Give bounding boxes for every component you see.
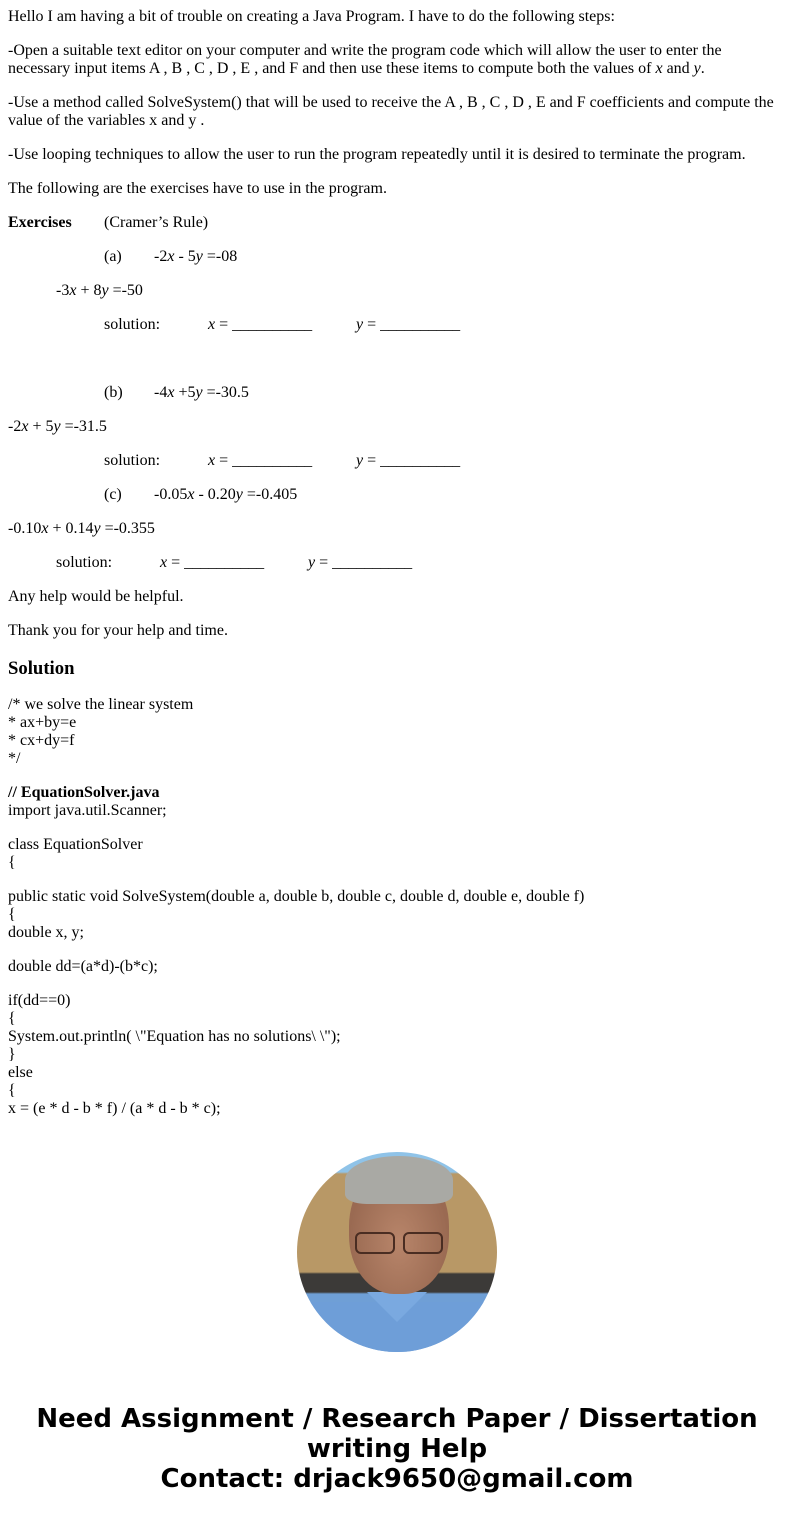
author-photo	[297, 1152, 497, 1352]
exercises-heading	[8, 214, 786, 232]
equation: -0.05x - 0.20y =-0.405	[154, 486, 298, 503]
code-line: x = (e * d - b * f) / (a * d - b * c);	[8, 1100, 221, 1117]
equation: -0.10x + 0.14y =-0.355	[8, 520, 155, 537]
x-label: x =	[160, 554, 181, 571]
step-3: -Use looping techniques to allow the user to run the program repeatedly until it is desired to terminate the program.	[8, 146, 746, 163]
step-1: -Open a suitable text editor on your computer and write the program code which will allow the user to enter the necessary input items A , B , C , D , E , and F and then use these items to compute both the values of x and y.	[8, 42, 722, 77]
code-line: /* we solve the linear system	[8, 696, 194, 713]
equation: -4x +5y =-30.5	[154, 384, 249, 401]
code-line: {	[8, 1082, 16, 1099]
thanks-text: Thank you for your help and time.	[8, 622, 228, 639]
x-label: x =	[208, 316, 229, 333]
exercise-label: (c)	[104, 486, 122, 503]
solution-label: solution:	[104, 316, 161, 333]
code-line: * ax+by=e	[8, 714, 77, 731]
x-blank: __________	[232, 452, 313, 469]
exercises-intro: The following are the exercises have to use in the program.	[8, 180, 387, 197]
exercise-b-eq1	[8, 384, 786, 402]
exercise-a-solution	[8, 316, 786, 334]
code-line: double x, y;	[8, 924, 84, 941]
code-line: else	[8, 1064, 33, 1081]
exercise-b-eq2	[8, 418, 786, 436]
help-text: Any help would be helpful.	[8, 588, 184, 605]
y-blank: __________	[380, 452, 461, 469]
code-line: }	[8, 1046, 16, 1063]
exercise-label: (b)	[104, 384, 123, 401]
code-line: {	[8, 854, 16, 871]
solution-heading: Solution	[8, 658, 75, 679]
equation: -3x + 8y =-50	[56, 282, 143, 299]
contact-line: Contact: drjack9650@gmail.com	[160, 1464, 634, 1494]
exercise-b-solution	[8, 452, 786, 470]
exercise-a-eq1	[8, 248, 786, 266]
code-line: System.out.println( \"Equation has no solutions\ \");	[8, 1028, 341, 1045]
exercises-rule: (Cramer’s Rule)	[104, 214, 209, 231]
question-body	[8, 8, 786, 640]
exercises-label: Exercises	[8, 214, 72, 231]
code-line: // EquationSolver.java	[8, 784, 160, 801]
code-line: * cx+dy=f	[8, 732, 75, 749]
solution-label: solution:	[104, 452, 161, 469]
equation: -2x - 5y =-08	[154, 248, 238, 265]
code-line: double dd=(a*d)-(b*c);	[8, 958, 158, 975]
exercise-a-eq2	[8, 282, 786, 300]
y-label: y =	[356, 316, 377, 333]
y-label: y =	[308, 554, 329, 571]
y-label: y =	[356, 452, 377, 469]
x-blank: __________	[232, 316, 313, 333]
exercise-c-eq2	[8, 520, 786, 538]
y-blank: __________	[380, 316, 461, 333]
solution-label: solution:	[56, 554, 113, 571]
equation: -2x + 5y =-31.5	[8, 418, 107, 435]
code-line: import java.util.Scanner;	[8, 802, 167, 819]
exercise-label: (a)	[104, 248, 122, 265]
intro-text: Hello I am having a bit of trouble on creating a Java Program. I have to do the following steps:	[8, 8, 615, 25]
code-line: public static void SolveSystem(double a, double b, double c, double d, double e, double f)	[8, 888, 585, 905]
code-line: {	[8, 906, 16, 923]
author-photo-container	[8, 1152, 786, 1352]
exercise-c-eq1	[8, 486, 786, 504]
promo-footer	[8, 1404, 786, 1494]
code-line: if(dd==0)	[8, 992, 71, 1009]
promo-line: Need Assignment / Research Paper / Dissertation writing Help	[36, 1404, 758, 1464]
code-line: class EquationSolver	[8, 836, 143, 853]
y-blank: __________	[332, 554, 413, 571]
exercise-c-solution	[8, 554, 786, 572]
code-line: */	[8, 750, 21, 767]
solution-code	[8, 696, 786, 1118]
step-2: -Use a method called SolveSystem() that will be used to receive the A , B , C , D , E and F coefficients and compute the value of the variables x and y .	[8, 94, 774, 129]
x-blank: __________	[184, 554, 265, 571]
code-line: {	[8, 1010, 16, 1027]
x-label: x =	[208, 452, 229, 469]
